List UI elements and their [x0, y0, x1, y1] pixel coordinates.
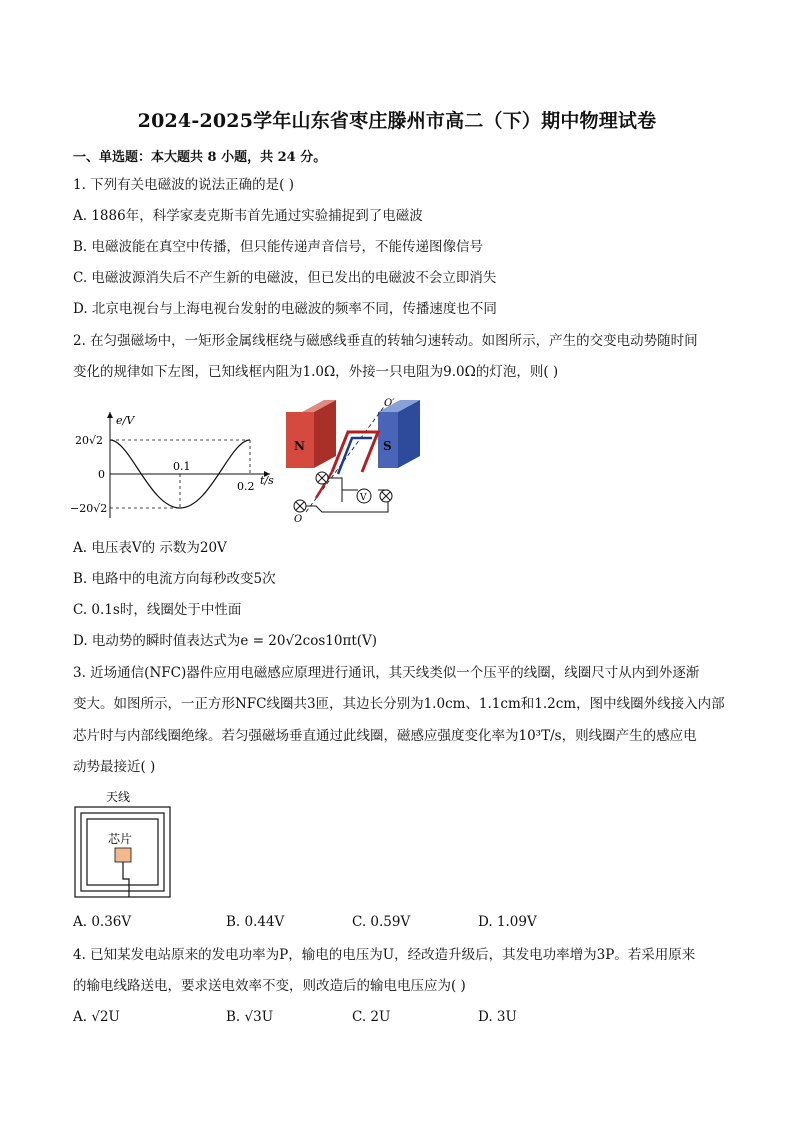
x-axis-label: t/s	[260, 474, 274, 487]
q2-option-b: B. 电路中的电流方向每秒改变5次	[73, 571, 276, 587]
y-top-label: 20√2	[75, 434, 104, 447]
n-label: N	[294, 439, 305, 453]
q1-option-c: C. 电磁波源消失后不产生新的电磁波，但已发出的电磁波不会立即消失	[73, 270, 497, 286]
q2-option-d: D. 电动势的瞬时值表达式为e = 20√2cos10πt(V)	[73, 633, 378, 649]
axis-top-label: O′	[384, 398, 395, 409]
q1-option-a: A. 1886年，科学家麦克斯韦首先通过实验捕捉到了电磁波	[73, 208, 423, 224]
s-label: S	[383, 439, 392, 453]
q4-option-c: C. 2U	[352, 1009, 391, 1025]
generator-diagram	[282, 394, 422, 526]
q3-option-d: D. 1.09V	[478, 914, 537, 930]
q2-option-a: A. 电压表V的 示数为20V	[73, 540, 227, 556]
q3-option-c: C. 0.59V	[352, 914, 411, 930]
q4-option-d: D. 3U	[478, 1009, 517, 1025]
chip-lead	[123, 862, 129, 897]
emf-time-graph	[70, 404, 280, 526]
y-zero-label: 0	[98, 468, 105, 481]
x-tick-2: 0.2	[237, 480, 255, 493]
y-bottom-label: −20√2	[70, 502, 108, 515]
s-magnet-side	[398, 400, 420, 468]
section-heading: 一、单选题：本大题共 8 小题，共 24 分。	[73, 150, 327, 165]
nfc-coil-diagram	[72, 787, 176, 901]
chip-label: 芯片	[108, 832, 133, 846]
q2-stem-line1: 2. 在匀强磁场中，一矩形金属线框绕与磁感线垂直的转轴匀速转动。如图所示，产生的交变电动势随时间	[73, 333, 698, 349]
n-magnet-side	[314, 400, 336, 468]
q3-option-b: B. 0.44V	[226, 914, 285, 930]
q4-line2: 的输电线路送电，要求送电效率不变，则改造后的输电电压应为( )	[73, 978, 466, 994]
chip	[115, 848, 131, 862]
q1-stem: 1. 下列有关电磁波的说法正确的是( )	[73, 177, 294, 193]
q3-line1: 3. 近场通信(NFC)器件应用电磁感应原理进行通讯，其天线类似一个压平的线圈，线圈尺寸从内到外逐渐	[73, 665, 700, 681]
q3-line3: 芯片时与内部线圈绝缘。若匀强磁场垂直通过此线圈，磁感应强度变化率为10³T/s，则线圈产生的感应电	[73, 728, 697, 744]
q2-stem-line2: 变化的规律如下左图，已知线框内阻为1.0Ω，外接一只电阻为9.0Ω的灯泡，则( )	[73, 364, 559, 380]
page-title: 2024-2025学年山东省枣庄滕州市高二（下）期中物理试卷	[137, 110, 657, 132]
voltmeter-label: V	[360, 493, 367, 503]
x-tick-1: 0.1	[173, 460, 191, 473]
q1-option-b: B. 电磁波能在真空中传播，但只能传递声音信号，不能传递图像信号	[73, 239, 484, 255]
antenna-label: 天线	[106, 790, 131, 804]
wire-1	[328, 478, 358, 490]
q3-option-a: A. 0.36V	[73, 914, 132, 930]
q1-option-d: D. 北京电视台与上海电视台发射的电磁波的频率不同，传播速度也不同	[73, 301, 497, 317]
y-axis-label: e/V	[116, 414, 135, 427]
q3-line2: 变大。如图所示，一正方形NFC线圈共3匝，其边长分别为1.0cm、1.1cm和1.2cm，图中线圈外线接入内部	[73, 696, 725, 712]
q3-line4: 动势最接近( )	[73, 759, 156, 775]
q4-option-b: B. √3U	[226, 1009, 274, 1025]
q2-option-c: C. 0.1s时，线圈处于中性面	[73, 602, 242, 618]
q4-option-a: A. √2U	[73, 1009, 120, 1025]
q4-line1: 4. 已知某发电站原来的发电功率为P，输电的电压为U，经改造升级后，其发电功率增为3P。若采用原来	[73, 947, 696, 963]
axis-bottom-label: O	[294, 514, 303, 525]
